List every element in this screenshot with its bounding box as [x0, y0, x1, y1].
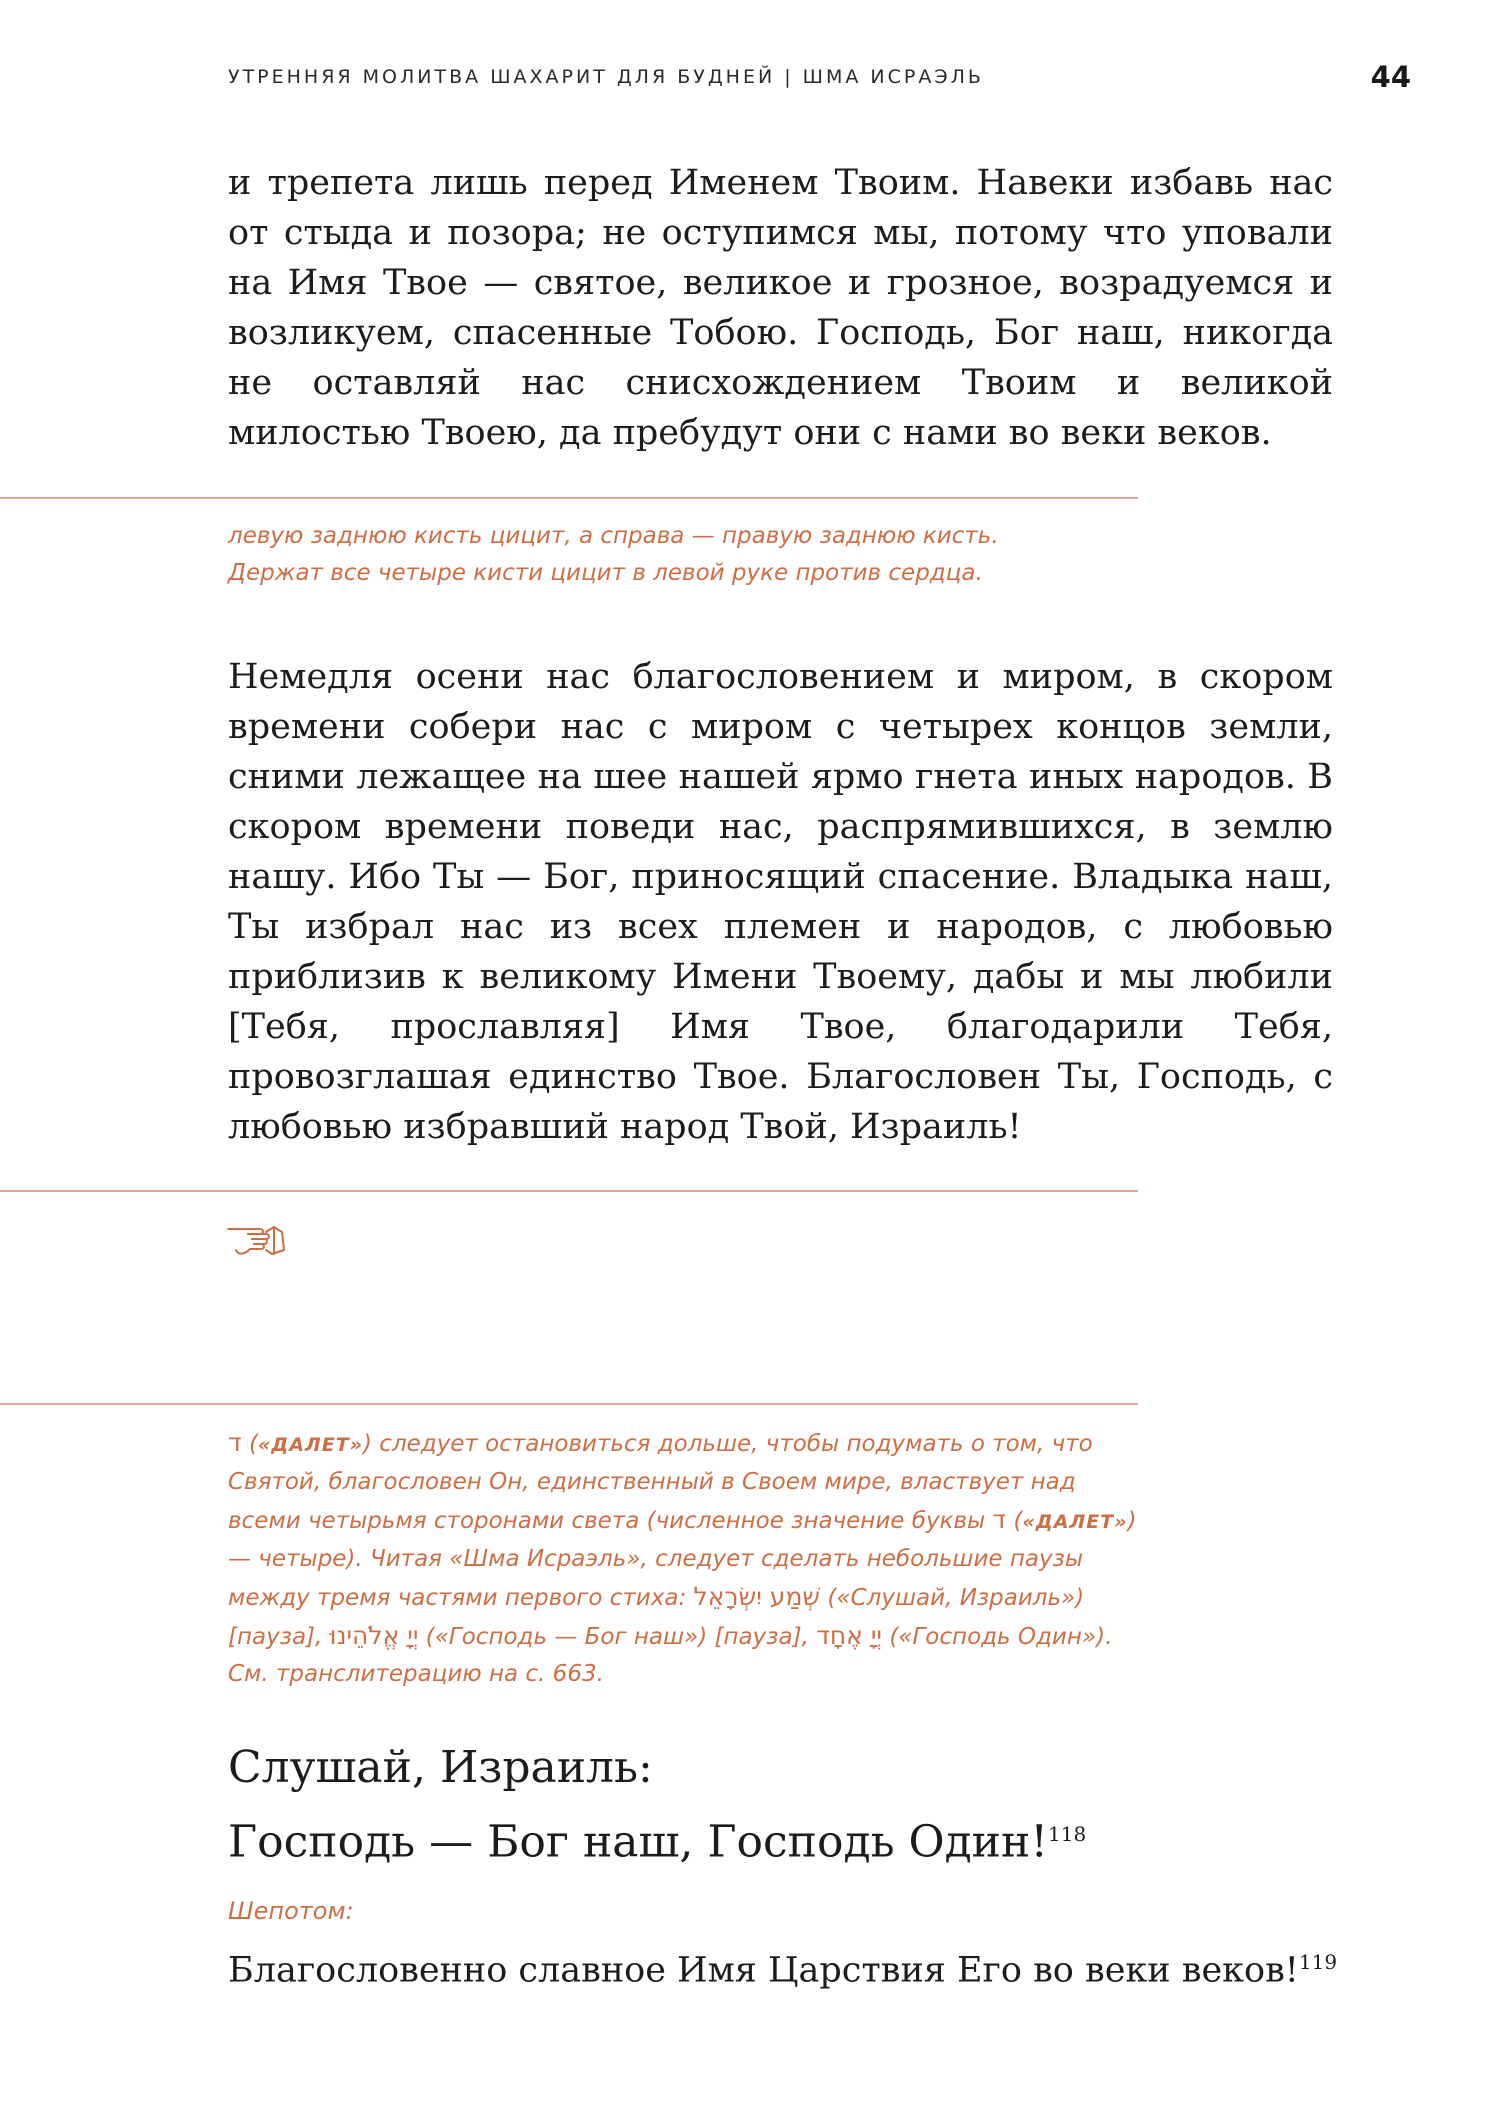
page-number: 44 [1370, 60, 1411, 94]
note-line-2: Держат все четыре кисти цицит в левой руке против сердца. [228, 560, 983, 586]
translation-1: («Слушай, Израиль») [пауза], [228, 1585, 1085, 1650]
prayer-paragraph-2: Немедля осени нас благословением и миром, в скором времени собери нас с миром с четырех концов земли, сними лежащее на шее нашей ярмо гнета иных народов. В скором времени поведи нас, распрямившихся, в землю нашу. Ибо Ты — Бог, приносящий спасение. Владыка наш, Ты избрал нас из всех племен и народов, с любовью приблизив к великому Имени Твоему, дабы и мы любили [Тебя, прославляя] Имя Твое, благодарили Тебя, провозглашая единство Твое. Благословен Ты, Господь, с любовью избравший народ Твой, Израиль! [228, 657, 1333, 1147]
hebrew-adonai-echad: יְיָ אֶחָד [816, 1621, 883, 1650]
prayer-paragraph-1: и трепета лишь перед Именем Твоим. Навеки избавь нас от стыда и позора; не оступимся мы, потому что уповали на Имя Твое — святое, великое и грозное, возрадуемся и возликуем, спасенные Тобою. Господь, Бог наш, никогда не оставляй нас снисхождением Твоим и великой милостью Твоею, да пребудут они с нами во веки веков. [228, 163, 1333, 453]
note-text-1: следует остановиться дольше, чтобы подумать о том, что Святой, благословен Он, единственный в Своем мире, властвует над всеми четырьмя сторонами света (численное значение буквы [228, 1431, 1093, 1534]
dalet-letter: ד [228, 1428, 242, 1457]
note-text-2: — четыре). Читая «Шма Исраэль», следует сделать небольшие паузы между тремя частями первого стиха: [228, 1546, 1084, 1611]
shema-line-1: Слушай, Израиль: [228, 1742, 653, 1793]
translation-3: («Господь Один»). См. транслитерацию на с. 663. [228, 1624, 1113, 1687]
footnote-119: 119 [1298, 1950, 1338, 1974]
shema-verse [228, 1735, 1086, 1876]
translation-2: («Господь — Бог наш») [пауза], [425, 1624, 809, 1650]
pointing-hand-icon [226, 1224, 288, 1258]
hebrew-adonai-eloheinu: יְיָ אֱלֹהֵינוּ [329, 1621, 419, 1650]
running-header: УТРЕННЯЯ МОЛИТВА ШАХАРИТ ДЛЯ БУДНЕЙ | ШМА ИСРАЭЛЬ [228, 66, 984, 88]
footnote-118: 118 [1048, 1822, 1087, 1846]
hebrew-shema-israel: שְׁמַע יִשְׂרָאֵל [693, 1582, 821, 1611]
divider-2 [0, 1190, 1138, 1192]
whisper-label: Шепотом: [228, 1897, 354, 1925]
shema-line-2-text: Господь — Бог наш, Господь Один! [228, 1816, 1049, 1868]
instruction-note-1 [228, 518, 1148, 592]
divider-1 [0, 497, 1138, 499]
dalet-letter-2: ד [992, 1505, 1007, 1534]
note-line-1: левую заднюю кисть цицит, а справа — правую заднюю кисть. [228, 523, 999, 549]
dalet-name-2: «ДАЛЕТ» [1022, 1511, 1128, 1533]
blessing-line [228, 1950, 1337, 1991]
blessing-text: Благословенно славное Имя Царствия Его во веки веков! [228, 1950, 1299, 1991]
instruction-note-2: ד («ДАЛЕТ») следует остановиться дольше, чтобы подумать о том, что Святой, благословен Он, единственный в Своем мире, властвует над всеми четырьмя сторонами света (численное значение буквы ד («ДАЛЕТ») — четыре). Читая «Шма Исраэль», следует сделать небольшие паузы между тремя частями первого стиха: שְׁמַע יִשְׂרָאֵל («Слушай, Израиль») [пауза], יְיָ אֱלֹהֵינוּ («Господь — Бог наш») [пауза], יְיָ אֶחָד («Господь Один»). См. транслитерацию на с. 663. [228, 1428, 1137, 1687]
dalet-name: «ДАЛЕТ» [257, 1434, 363, 1456]
shema-line-2 [228, 1801, 1086, 1876]
divider-3 [0, 1403, 1138, 1405]
